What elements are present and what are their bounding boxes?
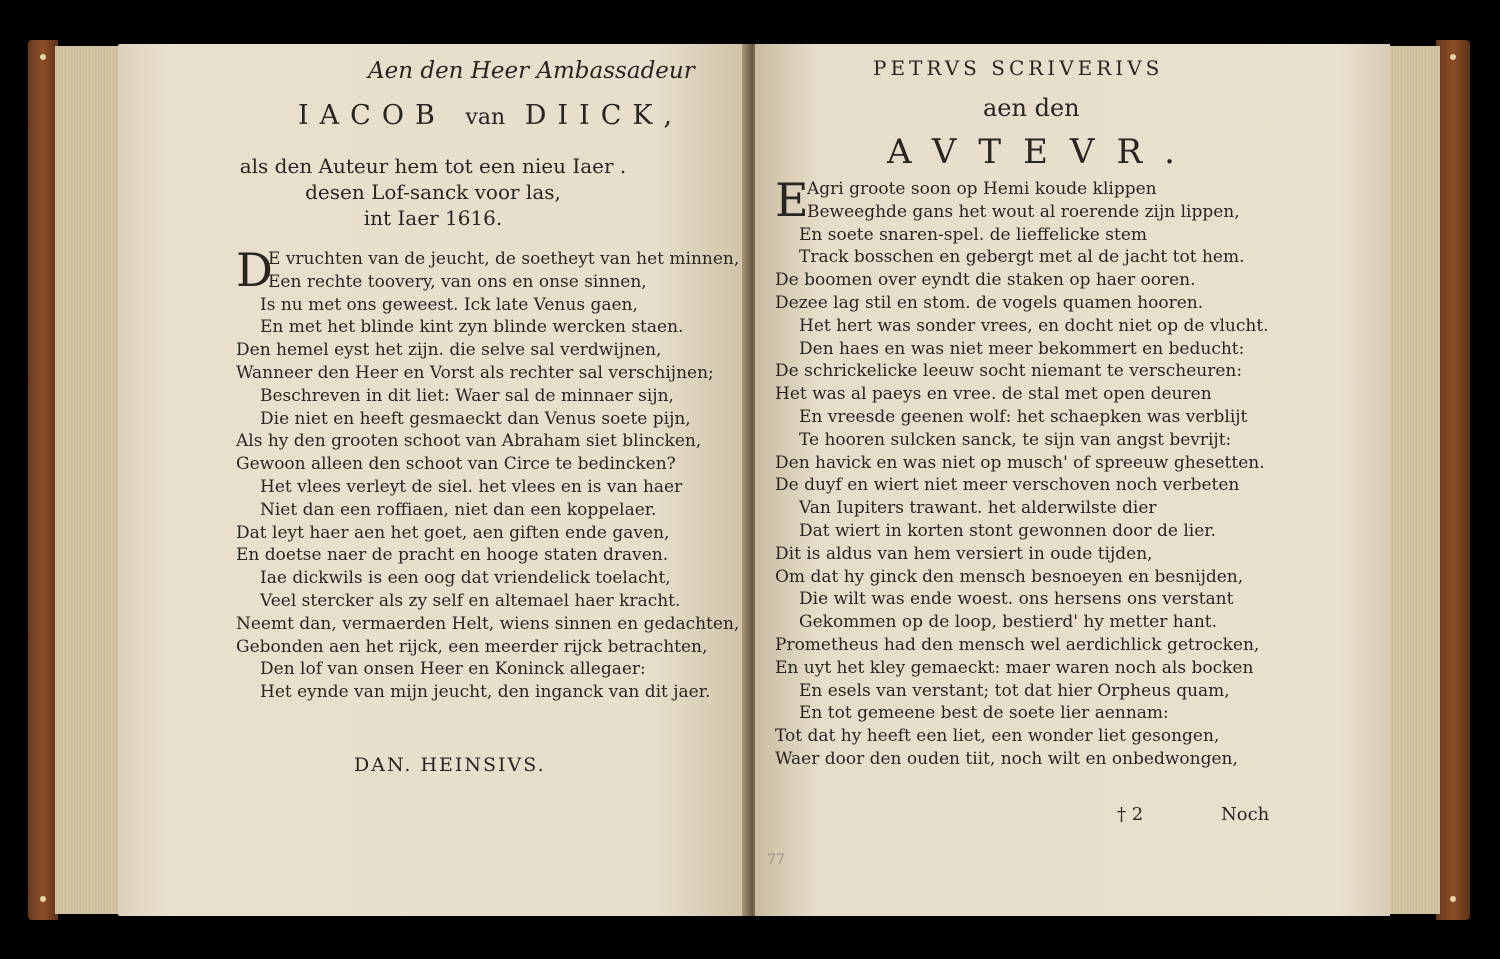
poem-line: Een rechte toovery, van ons en onse sinnen, [268,271,647,292]
poem-text [775,173,1269,771]
poem-line: En doetse naer de pracht en hooge staten draven. [236,545,669,566]
poem-line: Den hemel eyst het zijn. die selve sal verdwijnen, [236,340,662,361]
right-cover-board [1436,40,1470,920]
page-title: AVTEVR. [887,132,1197,172]
poem-line: De duyf en wiert niet meer verschoven noch verbeten [775,475,1240,496]
poem-line: Wanneer den Heer en Vorst als rechter sal verschijnen; [236,362,714,383]
poem-line: Beschreven in dit liet: Waer sal de minnaer sijn, [260,385,674,406]
page-title [298,100,683,131]
poem-line: Die niet en heeft gesmaeckt dan Venus soete pijn, [260,408,691,429]
right-page [755,44,1390,916]
left-page-edges [55,46,125,914]
poem-line: De boomen over eyndt die staken op haer ooren. [775,270,1196,291]
pencil-annotation: 77 [767,852,785,868]
poem-line: Track bosschen en gebergt met al de jacht tot hem. [799,247,1245,268]
poem-line: Te hooren sulcken sanck, te sijn van angst bevrijt: [799,429,1232,450]
left-cover-board [28,40,58,920]
poem-opening [236,243,740,297]
poem-line: Het eynde van mijn jeucht, den inganck van dit jaer. [260,682,711,703]
poem-line: Gebonden aen het rijck, een meerder rijck betrachten, [236,636,708,657]
poem-line: Het vlees verleyt de siel. het vlees en is van haer [260,476,683,497]
poem-line: Neemt dan, vermaerden Helt, wiens sinnen en gedachten, [236,613,740,634]
poem-line: De schrickelicke leeuw socht niemant te verscheuren: [775,361,1243,382]
poem-line: Iae dickwils is een oog dat vriendelick toelacht, [260,568,671,589]
poem-line: Tot dat hy heeft een liet, een wonder liet gesongen, [775,726,1220,747]
corner-stud [40,896,46,902]
poem-line: Den havick en was niet op musch' of spreeuw ghesetten. [775,452,1265,473]
poem-line: Het hert was sonder vrees, en docht niet op de vlucht. [799,315,1269,336]
right-page-edges [1385,46,1440,914]
poem-text [236,243,740,704]
drop-cap: D [236,243,273,297]
poem-line: Gewoon alleen den schoot van Circe te bedincken? [236,454,676,475]
poem-line: Dezee lag stil en stom. de vogels quamen hooren. [775,292,1204,313]
poem-line: Dit is aldus van hem versiert in oude tijden, [775,543,1153,564]
corner-stud [40,54,46,60]
poem-line: Als hy den grooten schoot van Abraham siet blincken, [236,431,702,452]
poem-line: Den lof van onsen Heer en Koninck allegaer: [260,659,646,680]
subtitle: aen den [983,94,1080,122]
poem-line: Dat leyt haer aen het goet, aen giften ende gaven, [236,522,670,543]
poem-line: Om dat hy ginck den mensch besnoeyen en besnijden, [775,566,1244,587]
poem-line: Waer door den ouden tiit, noch wilt en onbedwongen, [775,748,1238,769]
subtitle-line: desen Lof-sanck voor las, [305,180,561,204]
poem-line: Dat wiert in korten stont gewonnen door de lier. [799,520,1216,541]
poem-line: En uyt het kley gemaeckt: maer waren noch als bocken [775,657,1254,678]
poem-line: Gekommen op de loop, bestierd' hy metter hant. [799,612,1218,633]
running-head: Aen den Heer Ambassadeur [368,58,695,84]
poem-line: En esels van verstant; tot dat hier Orpheus quam, [799,680,1230,701]
signature-mark: † 2 [1117,804,1144,825]
poem-line: Prometheus had den mensch wel aerdichlick getrocken, [775,634,1260,655]
catchword: Noch [1221,804,1270,825]
poem-line: Van Iupiters trawant. het alderwilste dier [799,498,1157,519]
poem-line: Den haes en was niet meer bekommert en beducht: [799,338,1245,359]
poem-line: Het was al paeys en vree. de stal met open deuren [775,384,1212,405]
left-page [118,44,748,916]
poem-line: En soete snaren-spel. de lieffelicke stem [799,224,1147,245]
poem-line: Niet dan een roffiaen, niet dan een koppelaer. [260,499,657,520]
corner-stud [1450,896,1456,902]
poem-line: Beweeghde gans het wout al roerende zijn lippen, [807,201,1240,222]
subtitle-line: als den Auteur hem tot een nieu Iaer . [239,154,627,178]
running-head: PETRVS SCRIVERIVS [873,56,1164,80]
poem-line: E vruchten van de jeucht, de soetheyt van het minnen, [268,249,740,269]
corner-stud [1450,54,1456,60]
subtitle-line: int Iaer 1616. [363,206,503,230]
poem-line: En tot gemeene best de soete lier aennam: [799,703,1169,724]
poem-opening [775,173,1269,227]
poem-line: En vreesde geenen wolf: het schaepken was verblijt [799,406,1248,427]
poem-line: Die wilt was ende woest. ons hersens ons verstant [799,589,1234,610]
title-name: IACOB [298,100,446,131]
poem-line: Is nu met ons geweest. Ick late Venus gaen, [260,294,638,315]
title-surname: DIICK, [524,100,684,131]
poem-line: Agri groote soon op Hemi koude klippen [807,179,1157,199]
author-signature: DAN. HEINSIVS. [354,754,546,776]
drop-cap: E [775,173,809,227]
title-particle: van [465,105,506,130]
poem-line: En met het blinde kint zyn blinde wercken staen. [260,317,684,338]
poem-line: Veel stercker als zy self en altemael haer kracht. [260,590,681,611]
